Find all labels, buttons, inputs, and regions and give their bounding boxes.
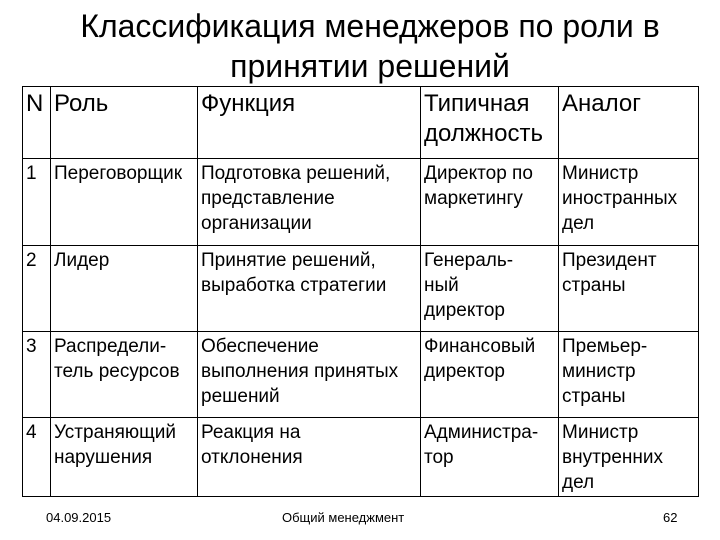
header-cell-analog: Аналог — [559, 87, 699, 159]
table-row — [23, 418, 699, 497]
table-row — [23, 246, 699, 332]
cell-position: Директор по маркетингу — [421, 159, 559, 246]
footer-page-number: 62 — [663, 510, 678, 525]
cell-analog: Президент страны — [559, 246, 699, 332]
cell-role: Распредели- тель ресурсов — [51, 332, 198, 418]
cell-number: 1 — [23, 159, 51, 246]
cell-position: Генераль- ный директор — [421, 246, 559, 332]
cell-number: 2 — [23, 246, 51, 332]
manager-roles-table — [22, 86, 699, 497]
cell-role: Лидер — [51, 246, 198, 332]
cell-number: 4 — [23, 418, 51, 497]
cell-analog: Министр иностранных дел — [559, 159, 699, 246]
table-header-row — [23, 87, 699, 159]
cell-number: 3 — [23, 332, 51, 418]
cell-function: Обеспечение выполнения принятых решений — [198, 332, 421, 418]
header-cell-number: N — [23, 87, 51, 159]
cell-analog: Премьер- министр страны — [559, 332, 699, 418]
cell-function: Принятие решений, выработка стратегии — [198, 246, 421, 332]
cell-position: Администра- тор — [421, 418, 559, 497]
cell-role: Устраняющий нарушения — [51, 418, 198, 497]
header-cell-position: Типичная должность — [421, 87, 559, 159]
cell-function: Подготовка решений, представление организации — [198, 159, 421, 246]
cell-position: Финансовый директор — [421, 332, 559, 418]
slide-title-line-1: Классификация менеджеров по роли в — [80, 8, 660, 44]
slide-title-line-2: принятии решений — [230, 48, 510, 84]
cell-analog: Министр внутренних дел — [559, 418, 699, 497]
slide-title — [60, 6, 680, 86]
cell-function: Реакция на отклонения — [198, 418, 421, 497]
footer-course-title: Общий менеджмент — [282, 510, 405, 525]
header-cell-role: Роль — [51, 87, 198, 159]
header-cell-function: Функция — [198, 87, 421, 159]
table-row — [23, 159, 699, 246]
cell-role: Переговорщик — [51, 159, 198, 246]
footer-date: 04.09.2015 — [46, 510, 112, 525]
table-row — [23, 332, 699, 418]
